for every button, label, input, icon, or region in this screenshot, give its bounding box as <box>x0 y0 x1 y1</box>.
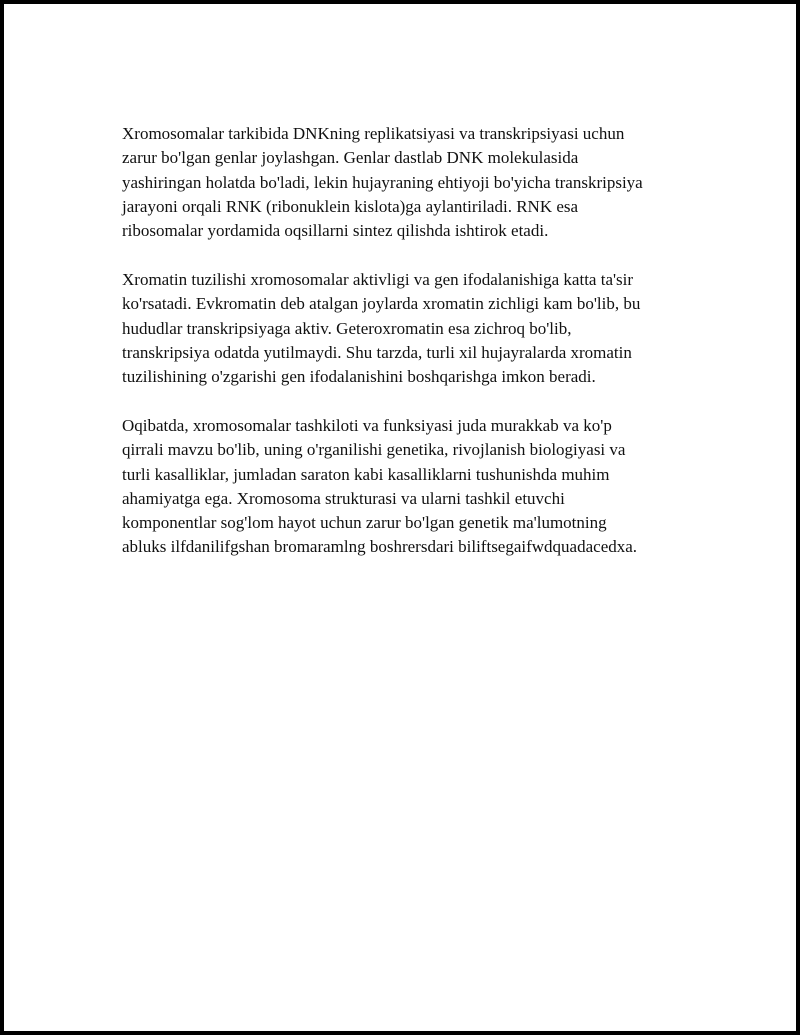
paragraph-1 <box>122 122 682 243</box>
text-line: transkripsiya odatda yutilmaydi. Shu tarzda, turli xil hujayralarda xromatin <box>122 342 632 362</box>
text-line: yashiringan holatda bo'ladi, lekin hujayraning ehtiyoji bo'yicha transkripsiya <box>122 172 643 192</box>
paragraph-3 <box>122 414 682 560</box>
text-line: ko'rsatadi. Evkromatin deb atalgan joylarda xromatin zichligi kam bo'lib, bu <box>122 294 641 314</box>
text-line: zarur bo'lgan genlar joylashgan. Genlar dastlab DNK molekulasida <box>122 148 579 168</box>
text-line: Oqibatda, xromosomalar tashkiloti va funksiyasi juda murakkab va ko'p <box>122 415 612 435</box>
text-line: komponentlar sog'lom hayot uchun zarur bo'lgan genetik ma'lumotning <box>122 513 607 533</box>
paragraph-2 <box>122 268 682 389</box>
text-line: jarayoni orqali RNK (ribonuklein kislota)ga aylantiriladi. RNK esa <box>122 196 579 216</box>
text-line: tuzilishining o'zgarishi gen ifodalanishini boshqarishga imkon beradi. <box>122 367 596 387</box>
text-line: abluks ilfdanilifgshan bromaramlng boshrersdari biliftsegaifwdquadacedxa. <box>122 537 638 557</box>
text-line: ribosomalar yordamida oqsillarni sintez qilishda ishtirok etadi. <box>122 221 549 241</box>
text-line: ahamiyatga ega. Xromosoma strukturasi va ularni tashkil etuvchi <box>122 488 565 508</box>
text-line: hududlar transkripsiyaga aktiv. Geteroxromatin esa zichroq bo'lib, <box>122 318 572 338</box>
text-line: Xromatin tuzilishi xromosomalar aktivligi va gen ifodalanishiga katta ta'sir <box>122 269 634 289</box>
text-line: Xromosomalar tarkibida DNKning replikatsiyasi va transkripsiyasi uchun <box>122 124 625 143</box>
text-line: turli kasalliklar, jumladan saraton kabi kasalliklarni tushunishda muhim <box>122 464 610 484</box>
document-body <box>122 122 682 584</box>
text-line: qirrali mavzu bo'lib, uning o'rganilishi genetika, rivojlanish biologiyasi va <box>122 440 626 460</box>
